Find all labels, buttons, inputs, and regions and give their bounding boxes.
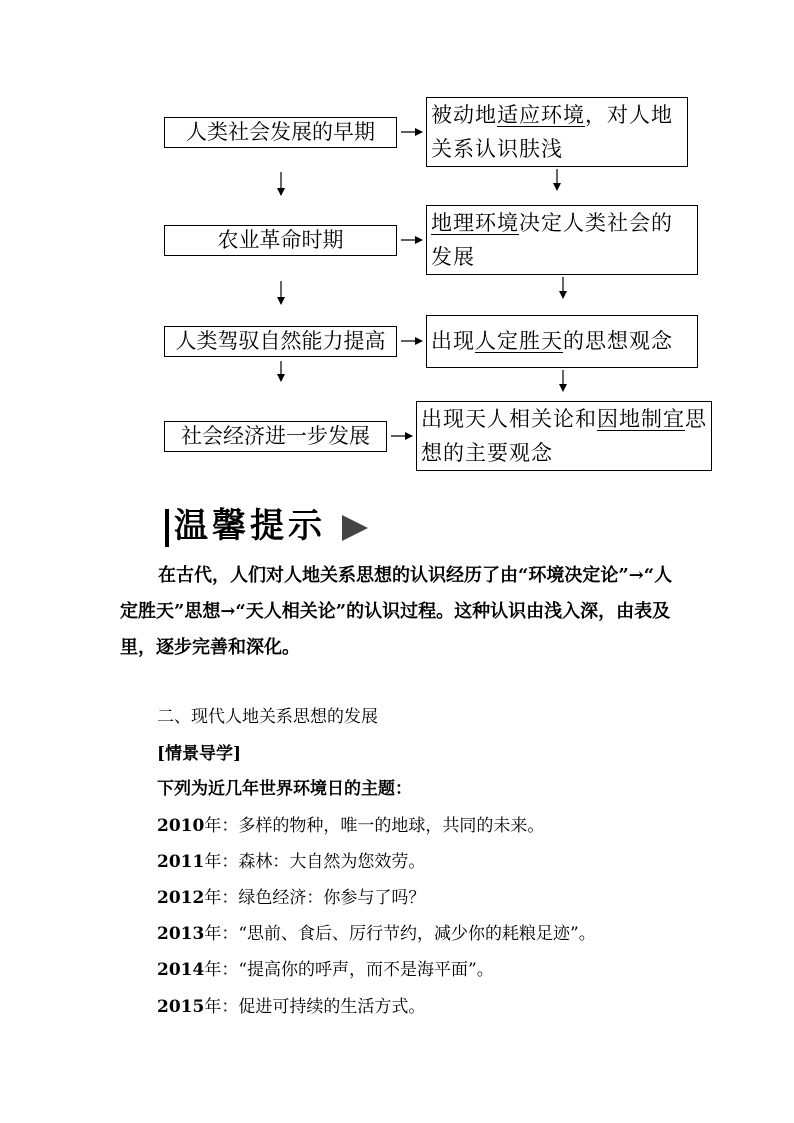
flow-right-1-part-2: 适应环境 [497, 103, 585, 127]
flow-right-3-part-2: 人定胜天 [475, 329, 563, 353]
tip-arrow-icon [342, 515, 368, 541]
flow-right-4-part-3: 思想的主要观念 [421, 407, 707, 465]
section-heading: 二、现代人地关系思想的发展 [157, 707, 378, 727]
theme-line [157, 922, 596, 946]
theme-line [157, 814, 544, 838]
theme-year: 2012 [157, 888, 205, 908]
tip-bar [165, 509, 169, 547]
theme-text: “提高你的呼声，而不是海平面”。 [238, 960, 494, 980]
theme-suffix: 年： [204, 816, 239, 836]
theme-line [157, 850, 425, 874]
flow-right-3-part-3: 的思想观念 [563, 329, 673, 353]
theme-text: 促进可持续的生活方式。 [238, 997, 426, 1017]
theme-year: 2014 [157, 960, 205, 980]
theme-suffix: 年： [204, 960, 239, 980]
theme-text: 森林：大自然为您效劳。 [238, 852, 426, 872]
flow-right-3-part-1: 出现 [431, 329, 475, 353]
theme-text: “思前、食后、厉行节约，减少你的耗粮足迹”。 [238, 924, 596, 944]
theme-text: 多样的物种，唯一的地球，共同的未来。 [238, 816, 545, 836]
theme-year: 2010 [157, 816, 205, 836]
theme-year: 2011 [157, 852, 205, 872]
flow-left-box-3: 人类驾驭自然能力提高 [164, 326, 397, 357]
theme-suffix: 年： [204, 997, 239, 1017]
flow-left-box-4: 社会经济进一步发展 [164, 421, 387, 452]
theme-suffix: 年： [204, 888, 239, 908]
theme-line [157, 995, 425, 1019]
theme-line [157, 958, 494, 982]
flow-right-4-part-2: 因地制宜 [597, 407, 685, 431]
theme-suffix: 年： [204, 852, 239, 872]
tip-title: 温馨提示 [174, 506, 326, 546]
flow-right-2-part-2: 决定人类社会的发展 [431, 211, 673, 269]
section-intro: 下列为近几年世界环境日的主题： [157, 779, 412, 799]
flow-arrows [0, 0, 794, 500]
theme-suffix: 年： [204, 924, 239, 944]
theme-year: 2013 [157, 924, 205, 944]
section-tag: [情景导学] [157, 744, 242, 764]
flow-right-4-part-1: 出现天人相关论和 [421, 407, 597, 431]
flow-right-1-part-3: ，对人地关系认识肤浅 [431, 103, 673, 161]
theme-text: 绿色经济：你参与了吗？ [238, 888, 426, 908]
flow-right-1-part-1: 被动地 [431, 103, 497, 127]
theme-year: 2015 [157, 997, 205, 1017]
theme-line [157, 886, 425, 910]
flow-right-2-part-1: 地理环境 [431, 211, 519, 235]
flow-left-box-2: 农业革命时期 [164, 225, 397, 256]
tip-paragraph: 在古代，人们对人地关系思想的认识经历了由“环境决定论”→“人定胜天”思想→“天人相关论”的认识过程。这种认识由浅入深，由表及里，逐步完善和深化。 [120, 565, 673, 658]
flow-left-box-1: 人类社会发展的早期 [164, 117, 397, 148]
